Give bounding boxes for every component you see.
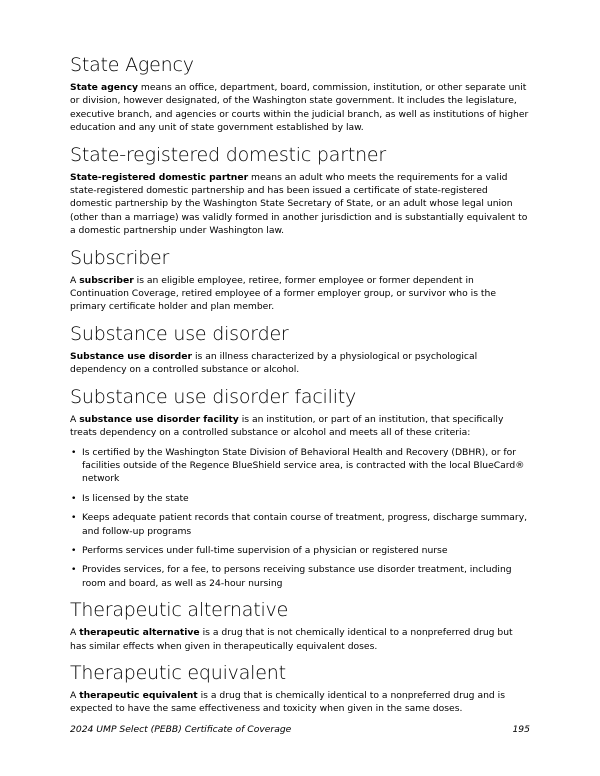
definition-prefix: A bbox=[70, 274, 80, 286]
section-heading: State Agency bbox=[70, 54, 194, 76]
list-item-text: Provides services, for a fee, to persons receiving substance use disorder treatment, including room and board, as well as 24-hour nursing bbox=[82, 564, 512, 589]
section-heading: Substance use disorder bbox=[70, 322, 289, 345]
footer-document-title: 2024 UMP Select (PEBB) Certificate of Coverage bbox=[70, 724, 292, 735]
definition-prefix: A bbox=[70, 413, 80, 425]
definition-paragraph bbox=[70, 171, 530, 238]
section-subscriber bbox=[70, 246, 530, 314]
defined-term: substance use disorder facility bbox=[79, 413, 239, 425]
criteria-list bbox=[70, 446, 530, 591]
list-item-text: Performs services under full-time supervision of a physician or registered nurse bbox=[82, 544, 448, 556]
section-heading: Substance use disorder facility bbox=[70, 385, 357, 408]
definition-prefix: A bbox=[70, 627, 80, 639]
definition-paragraph bbox=[70, 274, 530, 314]
definition-paragraph bbox=[70, 689, 530, 716]
definition-text: means an office, department, board, commission, institution, or other separate unit or division, however designated, of the Washington state government. It includes the legislature, executive branch, and agencies or courts within the judicial branch, as well as institutions of higher education and any unit of state government established by law. bbox=[70, 82, 529, 134]
list-item bbox=[70, 446, 530, 486]
defined-term: State agency bbox=[70, 82, 139, 93]
defined-term: subscriber bbox=[79, 274, 134, 286]
defined-term: therapeutic alternative bbox=[79, 627, 200, 639]
section-heading: Subscriber bbox=[70, 246, 170, 269]
page-footer bbox=[70, 724, 530, 735]
list-item bbox=[70, 544, 530, 557]
definition-paragraph bbox=[70, 413, 530, 440]
list-item-text: Keeps adequate patient records that contain course of treatment, progress, discharge summary, and follow-up programs bbox=[82, 512, 528, 537]
bullet-icon: • bbox=[71, 564, 77, 576]
definition-text: is a drug that is not chemically identical to a nonpreferred drug but has similar effects when given in therapeutically equivalent doses. bbox=[70, 627, 513, 652]
list-item-text: Is certified by the Washington State Division of Behavioral Health and Recovery (DBHR), or for facilities outside of the Regence BlueShield service area, is contracted with the local BlueCard® network bbox=[82, 446, 525, 485]
definition-text: is an illness characterized by a physiological or psychological dependency on a controlled substance or alcohol. bbox=[70, 350, 478, 376]
list-item-text: Is licensed by the state bbox=[82, 492, 189, 504]
section-heading: State-registered domestic partner bbox=[70, 143, 387, 166]
section-state-agency bbox=[70, 53, 530, 135]
list-item bbox=[70, 492, 530, 505]
footer-page-number: 195 bbox=[512, 724, 530, 735]
section-substance-use-disorder-facility bbox=[70, 385, 530, 590]
definition-prefix: A bbox=[70, 689, 80, 701]
document-page bbox=[70, 53, 530, 724]
definition-paragraph bbox=[70, 81, 530, 135]
defined-term: therapeutic equivalent bbox=[79, 689, 198, 701]
defined-term: State-registered domestic partner bbox=[70, 171, 249, 183]
section-heading: Therapeutic alternative bbox=[70, 599, 289, 622]
section-therapeutic-alternative bbox=[70, 598, 530, 653]
section-heading: Therapeutic equivalent bbox=[70, 661, 286, 684]
section-therapeutic-equivalent bbox=[70, 661, 530, 716]
definition-text: is a drug that is chemically identical to a nonpreferred drug and is expected to have the same effectiveness and toxicity when given in the same doses. bbox=[70, 689, 505, 715]
bullet-icon: • bbox=[71, 492, 77, 504]
definition-paragraph bbox=[70, 626, 530, 653]
definition-text: means an adult who meets the requirements for a valid state-registered domestic partnership and has been issued a certificate of state-registered domestic partnership by the Washington State Secretary of State, or an adult whose legal union (other than a marriage) was validly formed in another jurisdiction and is substantially equivalent to a domestic partnership under Washington law. bbox=[70, 171, 528, 237]
defined-term: Substance use disorder bbox=[70, 350, 193, 362]
definition-paragraph bbox=[70, 350, 530, 377]
definition-text: is an eligible employee, retiree, former employee or former dependent in Continuation Coverage, retired employee of a former employer group, or survivor who is the primary certificate holder and plan member. bbox=[70, 274, 496, 313]
section-domestic-partner bbox=[70, 143, 530, 238]
bullet-icon: • bbox=[71, 544, 77, 556]
section-substance-use-disorder bbox=[70, 322, 530, 377]
bullet-icon: • bbox=[71, 446, 77, 458]
bullet-icon: • bbox=[71, 512, 77, 524]
list-item bbox=[70, 511, 530, 538]
definition-text: is an institution, or part of an institution, that specifically treats dependency on a controlled substance or alcohol and meets all of these criteria: bbox=[70, 413, 504, 439]
list-item bbox=[70, 563, 530, 590]
